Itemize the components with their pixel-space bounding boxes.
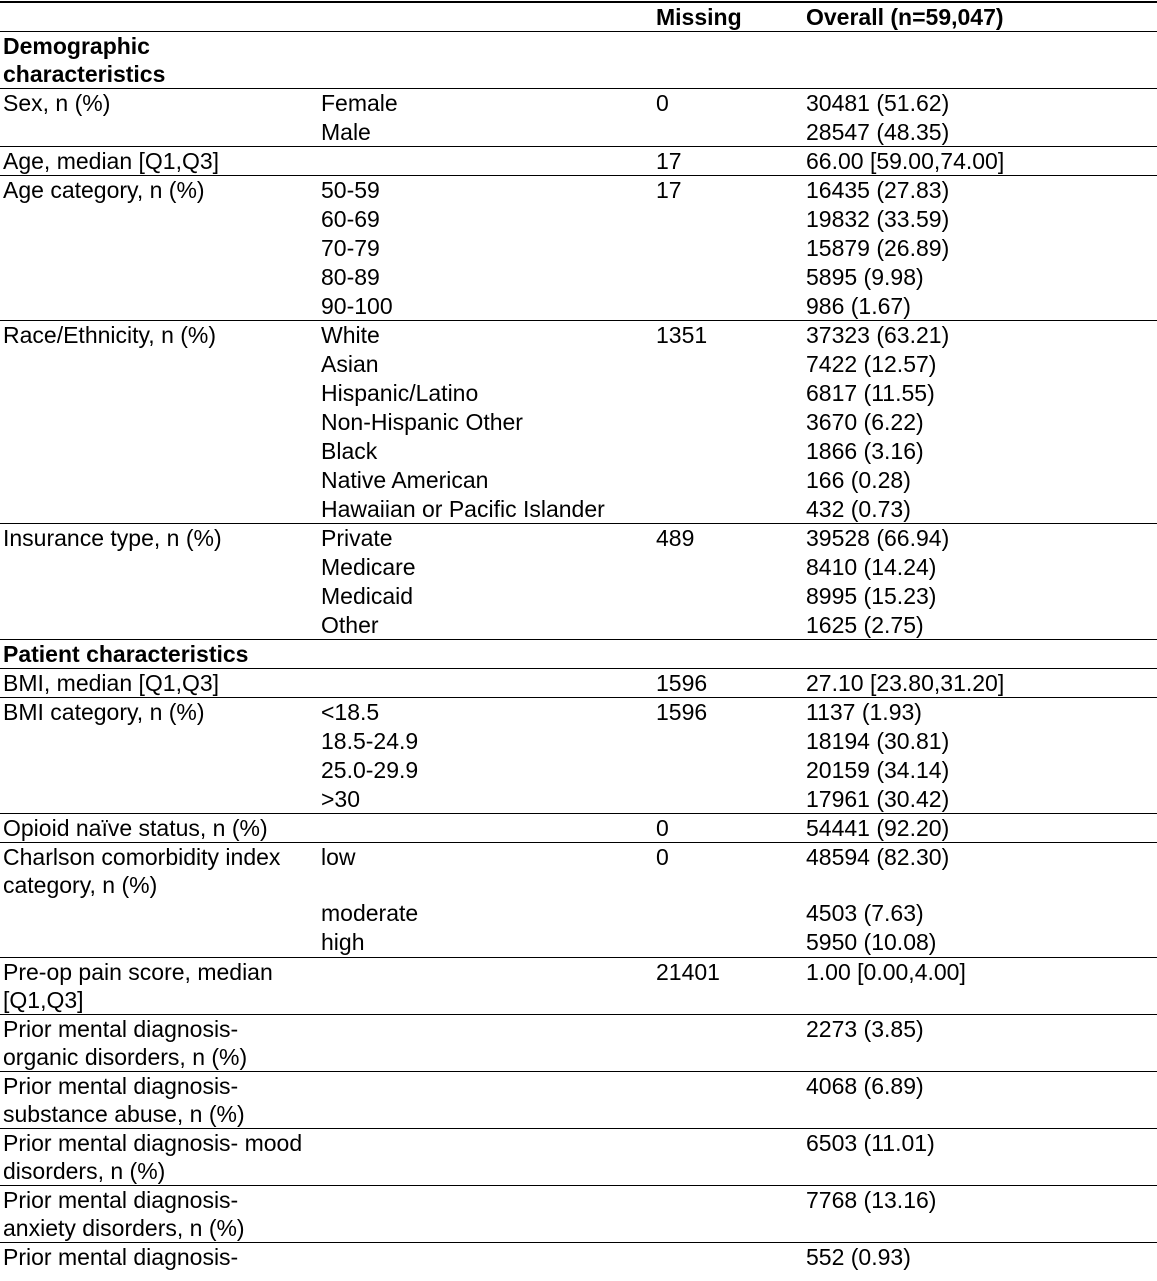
- section-row: [0, 32, 1157, 89]
- missing-value: [653, 582, 803, 611]
- section-heading: Demographic characteristics: [3, 33, 166, 87]
- empty-cell: [318, 640, 653, 669]
- table-row: [0, 234, 1157, 263]
- table-row: [0, 89, 1157, 118]
- empty-cell: [653, 32, 803, 89]
- missing-value: [653, 1071, 803, 1128]
- table-row: [0, 292, 1157, 321]
- table-row: [0, 785, 1157, 814]
- category-label: >30: [321, 785, 361, 812]
- header-cell: [318, 2, 653, 32]
- row-label: [0, 785, 318, 814]
- row-label: [0, 379, 318, 408]
- category-label: [318, 1242, 653, 1271]
- missing-value: [653, 350, 803, 379]
- section-heading: Patient characteristics: [0, 640, 318, 669]
- overall-value: 28547 (48.35): [806, 118, 950, 145]
- characteristics-table: [0, 1, 1157, 1271]
- row-label: Insurance type, n (%): [0, 524, 318, 553]
- missing-value: [653, 1185, 803, 1242]
- header-row: [0, 2, 1157, 32]
- row-label: [0, 408, 318, 437]
- missing-value: 1596: [653, 698, 803, 727]
- missing-value: [653, 611, 803, 640]
- category-label: 70-79: [321, 234, 380, 261]
- missing-value: [653, 118, 803, 147]
- table-row: [0, 669, 1157, 698]
- missing-value: [653, 263, 803, 292]
- row-label: Prior mental diagnosis- mood disorders, n (%): [0, 1128, 318, 1185]
- row-label: Sex, n (%): [0, 89, 318, 118]
- overall-value: 4068 (6.89): [803, 1071, 1157, 1128]
- missing-value: [653, 727, 803, 756]
- category-label: Medicaid: [321, 582, 414, 609]
- overall-value: 7768 (13.16): [803, 1185, 1157, 1242]
- overall-value: 8410 (14.24): [806, 553, 937, 580]
- empty-cell: [653, 640, 803, 669]
- overall-value: 39528 (66.94): [803, 524, 1157, 553]
- table-row: [0, 350, 1157, 379]
- row-label: [0, 756, 318, 785]
- category-label: Native American: [321, 466, 489, 493]
- row-label: BMI, median [Q1,Q3]: [0, 669, 318, 698]
- missing-value: [653, 466, 803, 495]
- table-row: [0, 611, 1157, 640]
- row-label: Pre-op pain score, median [Q1,Q3]: [0, 957, 318, 1014]
- overall-value: 3670 (6.22): [806, 408, 924, 435]
- table-body: [0, 32, 1157, 1272]
- category-label: Male: [321, 118, 371, 145]
- overall-value: 18194 (30.81): [806, 727, 950, 754]
- overall-value: 48594 (82.30): [803, 843, 1157, 900]
- category-label: 90-100: [321, 292, 393, 319]
- table-row: [0, 899, 1157, 928]
- table-row: [0, 843, 1157, 900]
- category-label: high: [321, 929, 365, 955]
- row-label: [0, 495, 318, 524]
- overall-value: 8995 (15.23): [806, 582, 937, 609]
- category-label: Asian: [321, 350, 379, 377]
- table-row: [0, 205, 1157, 234]
- table-row: [0, 756, 1157, 785]
- row-label: [0, 292, 318, 321]
- table-row: [0, 437, 1157, 466]
- table-row: [0, 582, 1157, 611]
- table-row: [0, 524, 1157, 553]
- overall-value: 15879 (26.89): [806, 234, 950, 261]
- row-label: [0, 727, 318, 756]
- category-label: Hawaiian or Pacific Islander: [321, 495, 605, 522]
- category-label: Private: [318, 524, 653, 553]
- overall-value: 54441 (92.20): [803, 814, 1157, 843]
- missing-value: [653, 785, 803, 814]
- category-label: White: [318, 321, 653, 350]
- table-row: [0, 1071, 1157, 1128]
- row-label: Prior mental diagnosis-: [0, 1242, 318, 1271]
- table-row: [0, 495, 1157, 524]
- category-label: low: [318, 843, 653, 900]
- missing-value: 0: [653, 814, 803, 843]
- missing-value: [653, 379, 803, 408]
- missing-value: 17: [653, 176, 803, 205]
- row-label: [0, 234, 318, 263]
- category-label: 80-89: [321, 263, 380, 290]
- missing-value: 1596: [653, 669, 803, 698]
- missing-value: [653, 928, 803, 957]
- missing-value: [653, 756, 803, 785]
- section-row: [0, 640, 1157, 669]
- missing-value: 21401: [653, 957, 803, 1014]
- row-label: [0, 553, 318, 582]
- row-label: [0, 928, 318, 957]
- overall-value: 16435 (27.83): [803, 176, 1157, 205]
- overall-value: 27.10 [23.80,31.20]: [803, 669, 1157, 698]
- missing-value: [653, 205, 803, 234]
- overall-value: 17961 (30.42): [806, 785, 950, 812]
- category-label: [318, 814, 653, 843]
- overall-value: 19832 (33.59): [806, 205, 950, 232]
- category-label: [318, 1014, 653, 1071]
- overall-value: 4503 (7.63): [806, 900, 924, 926]
- table-row: [0, 928, 1157, 957]
- row-label: Prior mental diagnosis- anxiety disorders, n (%): [0, 1185, 318, 1242]
- overall-value: 1866 (3.16): [806, 437, 924, 464]
- overall-value: 986 (1.67): [806, 292, 911, 319]
- overall-value: 66.00 [59.00,74.00]: [803, 147, 1157, 176]
- table-row: [0, 466, 1157, 495]
- row-label: [0, 350, 318, 379]
- category-label: [318, 1185, 653, 1242]
- row-label: [0, 205, 318, 234]
- overall-value: 1.00 [0.00,4.00]: [803, 957, 1157, 1014]
- missing-value: [653, 1014, 803, 1071]
- missing-value: [653, 234, 803, 263]
- missing-value: [653, 408, 803, 437]
- table-row: [0, 814, 1157, 843]
- category-label: <18.5: [318, 698, 653, 727]
- category-label: Black: [321, 437, 378, 464]
- overall-value: 30481 (51.62): [803, 89, 1157, 118]
- category-label: 60-69: [321, 205, 380, 232]
- overall-value: 166 (0.28): [806, 466, 911, 493]
- overall-value: 1137 (1.93): [803, 698, 1157, 727]
- table-row: [0, 727, 1157, 756]
- overall-value: 1625 (2.75): [806, 611, 924, 638]
- empty-cell: [803, 640, 1157, 669]
- overall-value: 2273 (3.85): [803, 1014, 1157, 1071]
- row-label: [0, 611, 318, 640]
- missing-value: [653, 553, 803, 582]
- row-label: Race/Ethnicity, n (%): [0, 321, 318, 350]
- missing-value: 17: [653, 147, 803, 176]
- table-row: [0, 321, 1157, 350]
- table-row: [0, 698, 1157, 727]
- missing-value: [653, 495, 803, 524]
- category-label: 18.5-24.9: [321, 727, 419, 754]
- table-row: [0, 1185, 1157, 1242]
- row-label: Charlson comorbidity index category, n (%): [0, 843, 318, 900]
- category-label: 50-59: [318, 176, 653, 205]
- overall-value: 20159 (34.14): [806, 756, 950, 783]
- table-row: [0, 1014, 1157, 1071]
- category-label: 25.0-29.9: [321, 756, 419, 783]
- table-row: [0, 957, 1157, 1014]
- table-row: [0, 553, 1157, 582]
- missing-value: [653, 437, 803, 466]
- category-label: [318, 1071, 653, 1128]
- category-label: [318, 957, 653, 1014]
- category-label: Female: [318, 89, 653, 118]
- overall-value: 6817 (11.55): [806, 379, 935, 406]
- overall-value: 7422 (12.57): [806, 350, 937, 377]
- table-row: [0, 147, 1157, 176]
- category-label: Medicare: [321, 553, 416, 580]
- table-row: [0, 176, 1157, 205]
- category-label: Hispanic/Latino: [321, 379, 479, 406]
- header-cell: [0, 2, 318, 32]
- table-row: [0, 118, 1157, 147]
- missing-value: [653, 1128, 803, 1185]
- header-missing: Missing: [653, 2, 803, 32]
- overall-value: 552 (0.93): [803, 1242, 1157, 1271]
- missing-value: 489: [653, 524, 803, 553]
- empty-cell: [318, 32, 653, 89]
- table-row: [0, 263, 1157, 292]
- row-label: [0, 263, 318, 292]
- table-row: [0, 1128, 1157, 1185]
- overall-value: 432 (0.73): [806, 495, 911, 522]
- category-label: Other: [321, 611, 379, 638]
- overall-value: 5950 (10.08): [806, 929, 937, 955]
- row-label: Opioid naïve status, n (%): [0, 814, 318, 843]
- row-label: [0, 437, 318, 466]
- category-label: [318, 1128, 653, 1185]
- row-label: Age, median [Q1,Q3]: [0, 147, 318, 176]
- missing-value: [653, 292, 803, 321]
- row-label: Age category, n (%): [0, 176, 318, 205]
- table-row: [0, 408, 1157, 437]
- table-row: [0, 1242, 1157, 1271]
- empty-cell: [803, 32, 1157, 89]
- category-label: [318, 669, 653, 698]
- category-label: Non-Hispanic Other: [321, 408, 523, 435]
- missing-value: 1351: [653, 321, 803, 350]
- row-label: [0, 466, 318, 495]
- overall-value: 6503 (11.01): [803, 1128, 1157, 1185]
- overall-value: 5895 (9.98): [806, 263, 924, 290]
- missing-value: 0: [653, 89, 803, 118]
- row-label: Prior mental diagnosis- organic disorders, n (%): [0, 1014, 318, 1071]
- missing-value: [653, 899, 803, 928]
- category-label: [318, 147, 653, 176]
- row-label: BMI category, n (%): [0, 698, 318, 727]
- header-overall: Overall (n=59,047): [803, 2, 1157, 32]
- missing-value: 0: [653, 843, 803, 900]
- missing-value: [653, 1242, 803, 1271]
- row-label: [0, 118, 318, 147]
- row-label: [0, 582, 318, 611]
- overall-value: 37323 (63.21): [803, 321, 1157, 350]
- category-label: moderate: [321, 900, 419, 926]
- row-label: [0, 899, 318, 928]
- row-label: Prior mental diagnosis- substance abuse, n (%): [0, 1071, 318, 1128]
- table-row: [0, 379, 1157, 408]
